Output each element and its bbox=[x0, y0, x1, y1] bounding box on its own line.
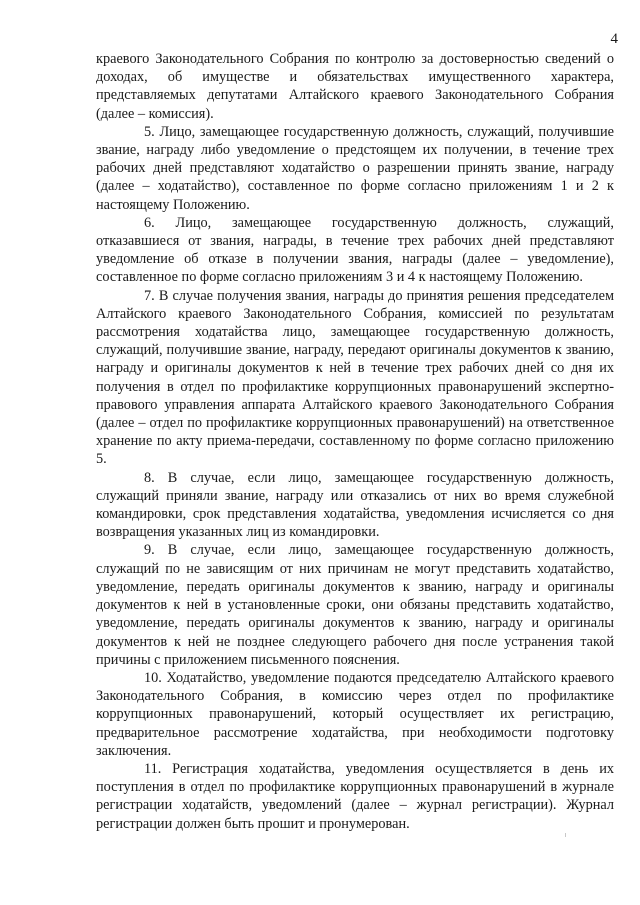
paragraph-6: 6. Лицо, замещающее государственную должность, служащий, отказавшиеся от звания, награды, в течение трех рабочих дней представляют уведомление об отказе в получении звания, награды (далее – уведомление), составленное по форме согласно приложениям 3 и 4 к настоящему Положению. bbox=[96, 214, 614, 286]
paragraph-7: 7. В случае получения звания, награды до принятия решения председателем Алтайского краевого Законодательного Собрания, комиссией по результатам рассмотрения ходатайства лицо, замещающее государственную должность, служащий, получившие звание, награду, передают оригиналы документов к званию, награду и оригиналы документов к ней в течение трех рабочих дней со дня их получения в отдел по профилактике коррупционных правонарушений экспертно-правового управления аппарата Алтайского краевого Законодательного Собрания (далее – отдел по профилактике коррупционных правонарушений) на ответственное хранение по акту приема-передачи, составленному по форме согласно приложению 5. bbox=[96, 287, 614, 468]
paragraph-8: 8. В случае, если лицо, замещающее государственную должность, служащий приняли звание, награду или отказались от них во время служебной командировки, срок представления ходатайства, уведомления исчисляется со дня возвращения указанных лиц из командировки. bbox=[96, 469, 614, 541]
paragraph-continuation: краевого Законодательного Собрания по контролю за достоверностью сведений о доходах, об имуществе и обязательствах имущественного характера, представляемых депутатами Алтайского краевого Законодательного Собрания (далее – комиссия). bbox=[96, 51, 614, 122]
document-body bbox=[96, 50, 614, 833]
paragraph-10: 10. Ходатайство, уведомление подаются председателю Алтайского краевого Законодательного Собрания, в комиссию через отдел по профилактике коррупционных правонарушений, который осуществляет их регистрацию, предварительное рассмотрение ходатайства, при необходимости подготовку заключения. bbox=[96, 669, 614, 759]
scan-mark bbox=[565, 833, 566, 837]
paragraph-5: 5. Лицо, замещающее государственную должность, служащий, получившие звание, награду либо уведомление о предстоящем их получении, в течение трех рабочих дней представляют ходатайство о разрешении принять звание, награду (далее – ходатайство), составленное по форме согласно приложениям 1 и 2 к настоящему Положению. bbox=[96, 123, 614, 213]
paragraph-11: 11. Регистрация ходатайства, уведомления осуществляется в день их поступления в отдел по профилактике коррупционных правонарушений в журнале регистрации ходатайств, уведомлений (далее – журнал регистрации). Журнал регистрации должен быть прошит и пронумерован. bbox=[96, 760, 614, 832]
page-number: 4 bbox=[610, 31, 618, 47]
paragraph-9: 9. В случае, если лицо, замещающее государственную должность, служащий по не зависящим от них причинам не могут представить ходатайство, уведомление, передать оригиналы документов к званию, награду и оригиналы документов к ней в установленные сроки, они обязаны представить ходатайство, уведомление, передать оригиналы документов к званию, награду и оригиналы документов к ней не позднее следующего рабочего дня после устранения такой причины с приложением письменного пояснения. bbox=[96, 542, 614, 668]
